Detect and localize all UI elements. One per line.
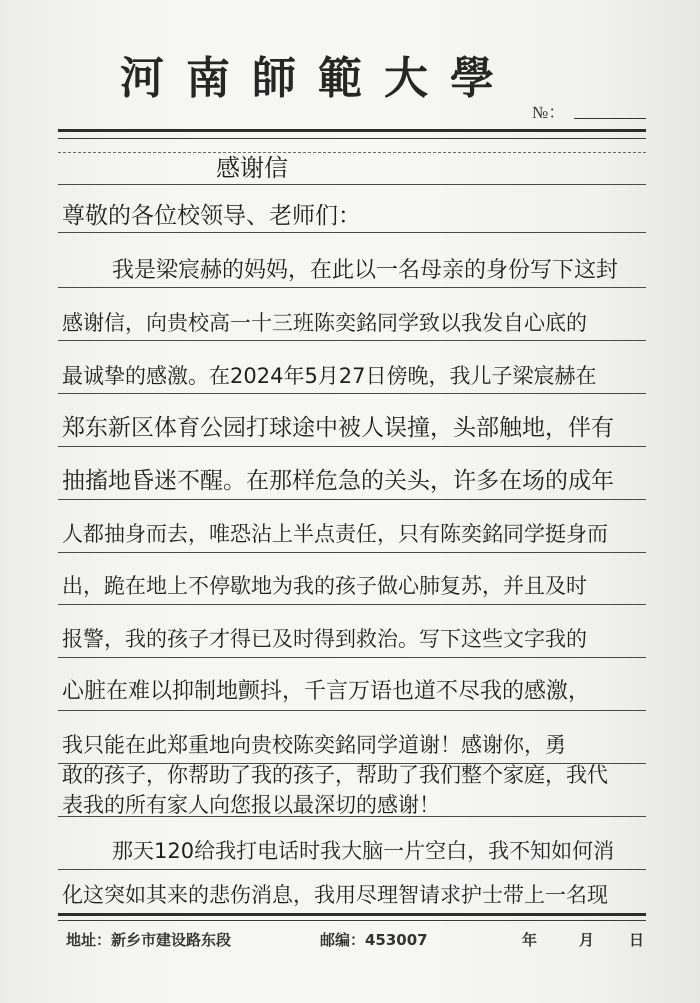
letter-line: 报警，我的孩子才得已及时得到救治。写下这些文字我的 [62, 627, 587, 651]
ruled-line [58, 393, 646, 394]
header-rule-dashed [58, 152, 646, 153]
letter-line: 那天120给我打电话时我大脑一片空白，我不知如何消 [112, 839, 615, 863]
serial-number-label: №： [532, 103, 566, 122]
footer-date-day: 日 [629, 931, 645, 949]
letter-line: 敢的孩子，你帮助了我的孩子，帮助了我们整个家庭，我代 [62, 763, 608, 787]
footer-date-month: 月 [579, 931, 595, 949]
header-rule-thin [58, 138, 646, 139]
letter-line: 郑东新区体育公园打球途中被人误撞，头部触地，伴有 [62, 415, 614, 441]
ruled-line [58, 446, 646, 447]
ruled-line [58, 340, 646, 341]
header-rule-thick [58, 129, 646, 132]
letter-line: 我是梁宸赫的妈妈，在此以一名母亲的身份写下这封 [112, 258, 619, 283]
university-letterhead-title: 河南師範大學 [120, 53, 516, 104]
letter-line: 抽搐地昏迷不醒。在那样危急的关头，许多在场的成年 [62, 468, 614, 494]
footer-postcode: 邮编：453007 [320, 931, 428, 949]
letter-line: 我只能在此郑重地向贵校陈奕銘同学道谢！感谢你，勇 [62, 733, 566, 757]
ruled-line [58, 869, 646, 870]
letter-line: 化这突如其来的悲伤消息，我用尽理智请求护士带上一名现 [62, 883, 608, 907]
ruled-line [58, 710, 646, 711]
ruled-line [58, 604, 646, 605]
ruled-line [58, 657, 646, 658]
letter-line: 出，跪在地上不停歇地为我的孩子做心肺复苏，并且及时 [62, 574, 587, 598]
letter-line: 人都抽身而去，唯恐沾上半点责任，只有陈奕銘同学挺身而 [62, 522, 608, 546]
letter-line: 最诚挚的感激。在2024年5月27日傍晚，我儿子梁宸赫在 [62, 364, 597, 388]
footer-date-year: 年 [522, 931, 538, 949]
serial-number-blank [574, 118, 646, 119]
ruled-line [58, 287, 646, 288]
letter-line: 表我的所有家人向您报以最深切的感谢！ [62, 793, 440, 817]
footer-rule-thin [58, 920, 646, 921]
footer-address: 地址：新乡市建设路东段 [66, 931, 232, 949]
ruled-line [58, 184, 646, 185]
letter-salutation: 尊敬的各位校领导、老师们： [62, 203, 361, 229]
ruled-line [58, 232, 646, 233]
ruled-line [58, 499, 646, 500]
letter-line: 感谢信，向贵校高一十三班陈奕銘同学致以我发自心底的 [62, 311, 587, 335]
footer-rule-thick [58, 913, 646, 916]
letter-title: 感谢信 [216, 154, 288, 182]
letter-line: 心脏在难以抑制地颤抖，千言万语也道不尽我的感激， [62, 679, 591, 704]
ruled-line [58, 552, 646, 553]
